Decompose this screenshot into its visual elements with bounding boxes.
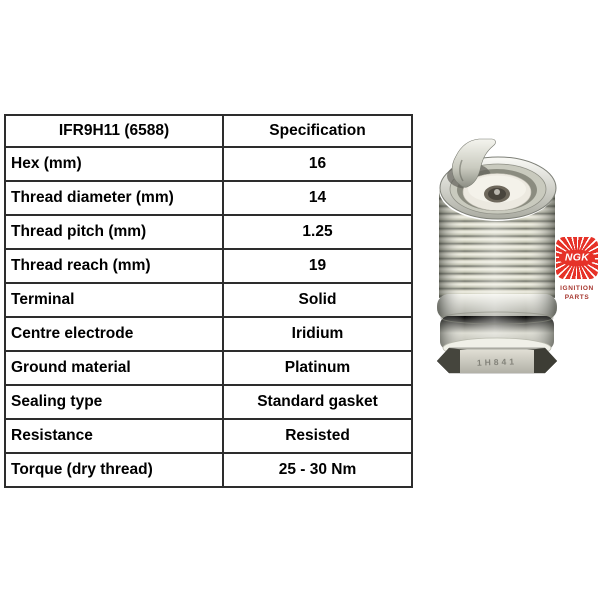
- table-row: [5, 181, 412, 215]
- table-row: [5, 147, 412, 181]
- spec-label-centre-electrode: Centre electrode: [5, 317, 223, 351]
- table-header-specification: Specification: [223, 115, 412, 147]
- table-row: [5, 317, 412, 351]
- spec-label-torque: Torque (dry thread): [5, 453, 223, 487]
- table-header-row: [5, 115, 412, 147]
- spec-table: [4, 114, 413, 488]
- spec-value-resistance: Resisted: [223, 419, 412, 453]
- spec-label-resistance: Resistance: [5, 419, 223, 453]
- table-row: [5, 283, 412, 317]
- ngk-logo: [556, 237, 598, 279]
- spec-label-thread-pitch: Thread pitch (mm): [5, 215, 223, 249]
- hex-stamp-text: 1H841: [476, 356, 518, 368]
- brand-tagline-line1: IGNITION: [560, 285, 594, 292]
- table-row: [5, 351, 412, 385]
- brand-tagline: [549, 284, 600, 302]
- spec-value-thread-reach: 19: [223, 249, 412, 283]
- spec-label-terminal: Terminal: [5, 283, 223, 317]
- table-row: [5, 385, 412, 419]
- table-row: [5, 419, 412, 453]
- spec-label-sealing-type: Sealing type: [5, 385, 223, 419]
- table-header-model: IFR9H11 (6588): [5, 115, 223, 147]
- spec-value-hex: 16: [223, 147, 412, 181]
- plug-centre-electrode-tip: [494, 189, 500, 195]
- brand-tagline-line2: PARTS: [564, 294, 590, 301]
- spec-value-centre-electrode: Iridium: [223, 317, 412, 351]
- spec-value-terminal: Solid: [223, 283, 412, 317]
- spec-label-hex: Hex (mm): [5, 147, 223, 181]
- spec-value-ground-material: Platinum: [223, 351, 412, 385]
- spark-plug-image: [433, 126, 563, 376]
- spec-label-ground-material: Ground material: [5, 351, 223, 385]
- ngk-logo-text: NGK: [564, 251, 590, 264]
- spec-value-sealing-type: Standard gasket: [223, 385, 412, 419]
- ngk-sunburst-icon: [559, 250, 595, 267]
- spec-label-thread-reach: Thread reach (mm): [5, 249, 223, 283]
- spec-value-thread-pitch: 1.25: [223, 215, 412, 249]
- table-row: [5, 249, 412, 283]
- spec-value-torque: 25 - 30 Nm: [223, 453, 412, 487]
- table-row: [5, 453, 412, 487]
- spec-label-thread-diameter: Thread diameter (mm): [5, 181, 223, 215]
- table-row: [5, 215, 412, 249]
- spec-value-thread-diameter: 14: [223, 181, 412, 215]
